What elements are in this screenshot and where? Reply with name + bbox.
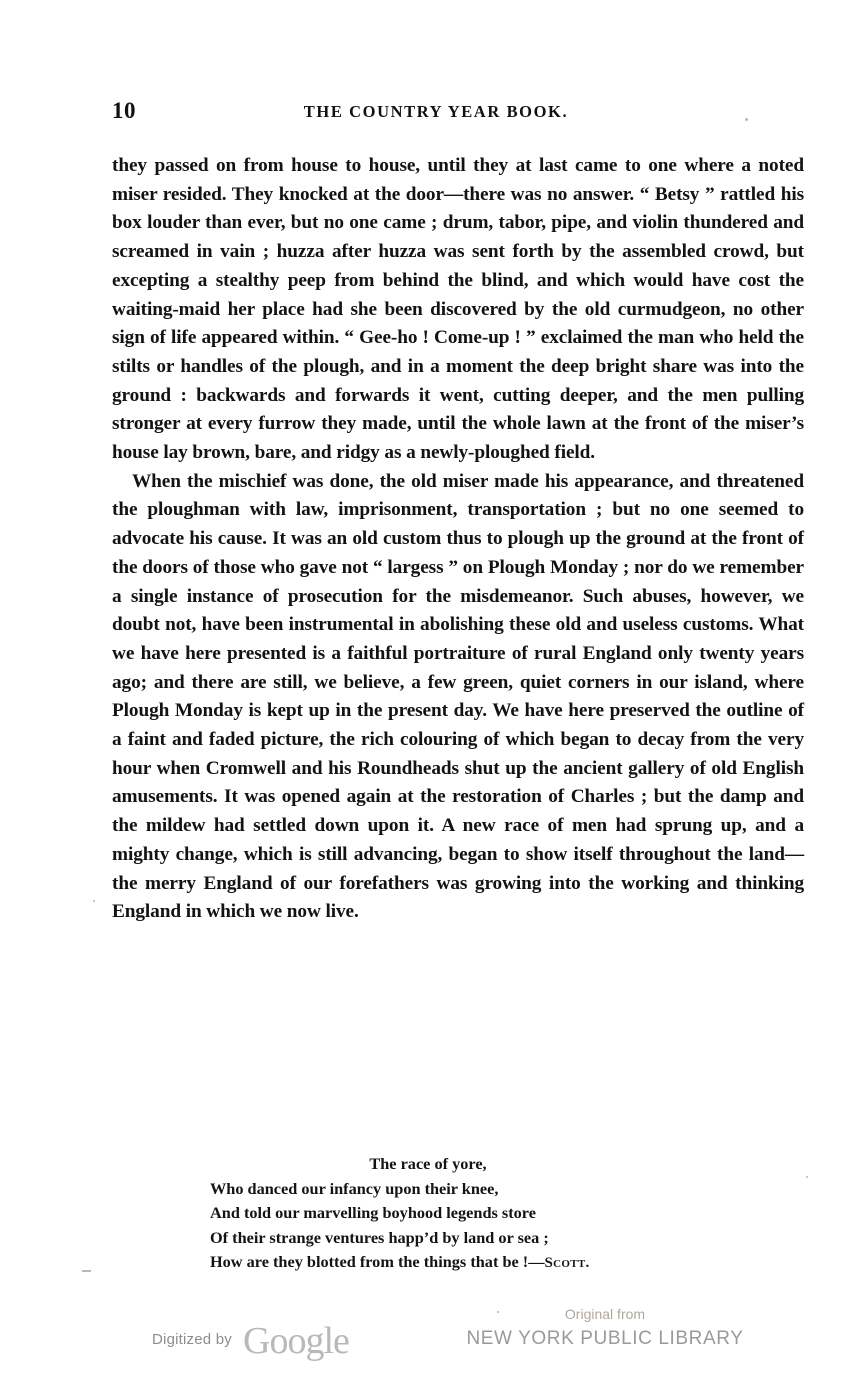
body-text [112,152,804,927]
library-name: NEW YORK PUBLIC LIBRARY [466,1328,744,1349]
paragraph: When the mischief was done, the old miser made his appearance, and threatened the ploughman with law, imprisonment, transportation ; but no one seemed to advocate his cause. It was an old custom thus to plough up the ground at the front of the doors of those who gave not “ largess ” on Plough Monday ; nor do we remember a single instance of prosecution for the misdemeanor. Such abuses, however, we doubt not, have been instrumental in abolishing these old and useless customs. What we have here presented is a faithful portraiture of rural England only twenty years ago; and there are still, we believe, a few green, quiet corners in our island, where Plough Monday is kept up in the present day. We have here preserved the outline of a faint and faded picture, the rich colouring of which began to decay from the very hour when Cromwell and his Roundheads shut up the ancient gallery of old English amusements. It was opened again at the restoration of Charles ; but the damp and the mildew had settled down upon it. A new race of men had sprung up, and a mighty change, which is still advancing, began to show itself throughout the land— the merry England of our forefathers was growing into the working and thinking England in which we now live. [112,470,804,923]
paragraph: they passed on from house to house, until they at last came to one where a noted miser resided. They knocked at the door—there was no answer. “ Betsy ” rattled his box louder than ever, but no one came ; drum, tabor, pipe, and violin thundered and screamed in vain ; huzza after huzza was sent forth by the assembled crowd, but excepting a stealthy peep from behind the blind, and which would have cost the waiting-maid her place had she been discovered by the old curmudgeon, no other sign of life appeared within. “ Gee-ho ! Come-up ! ” exclaimed the man who held the stilts or handles of the plough, and in a moment the deep bright share was into the ground : backwards and forwards it went, cutting deeper, and the men pulling stronger at every furrow they made, until the whole lawn at the front of the miser’s house lay brown, bare, and ridgy as a newly-ploughed field. [112,155,804,464]
verse-line: The race of yore, [369,1154,487,1173]
running-head: THE COUNTRY YEAR BOOK. [303,102,569,121]
verse-line: Who danced our infancy upon their knee, [210,1178,499,1198]
page-number: 10 [112,98,136,123]
scan-speck [497,1311,499,1313]
verse-line-text: How are they blotted from the things that be !— [210,1252,545,1272]
scan-footer [0,1302,850,1362]
verse-attribution: Scott. [544,1255,590,1272]
scan-speck [82,1270,91,1272]
scan-speck [93,900,95,902]
original-from-label: Original from [564,1306,646,1322]
verse-line-last [112,1250,804,1276]
scan-speck [806,1176,808,1178]
page-header [112,98,760,128]
verse-line: Of their strange ventures happ’d by land or sea ; [210,1227,549,1247]
google-logo: Google [243,1320,349,1362]
scan-speck [745,118,748,121]
digitized-by-label: Digitized by [152,1331,232,1348]
verse-line: And told our marvelling boyhood legends store [210,1203,536,1223]
verse-block [112,1152,804,1276]
